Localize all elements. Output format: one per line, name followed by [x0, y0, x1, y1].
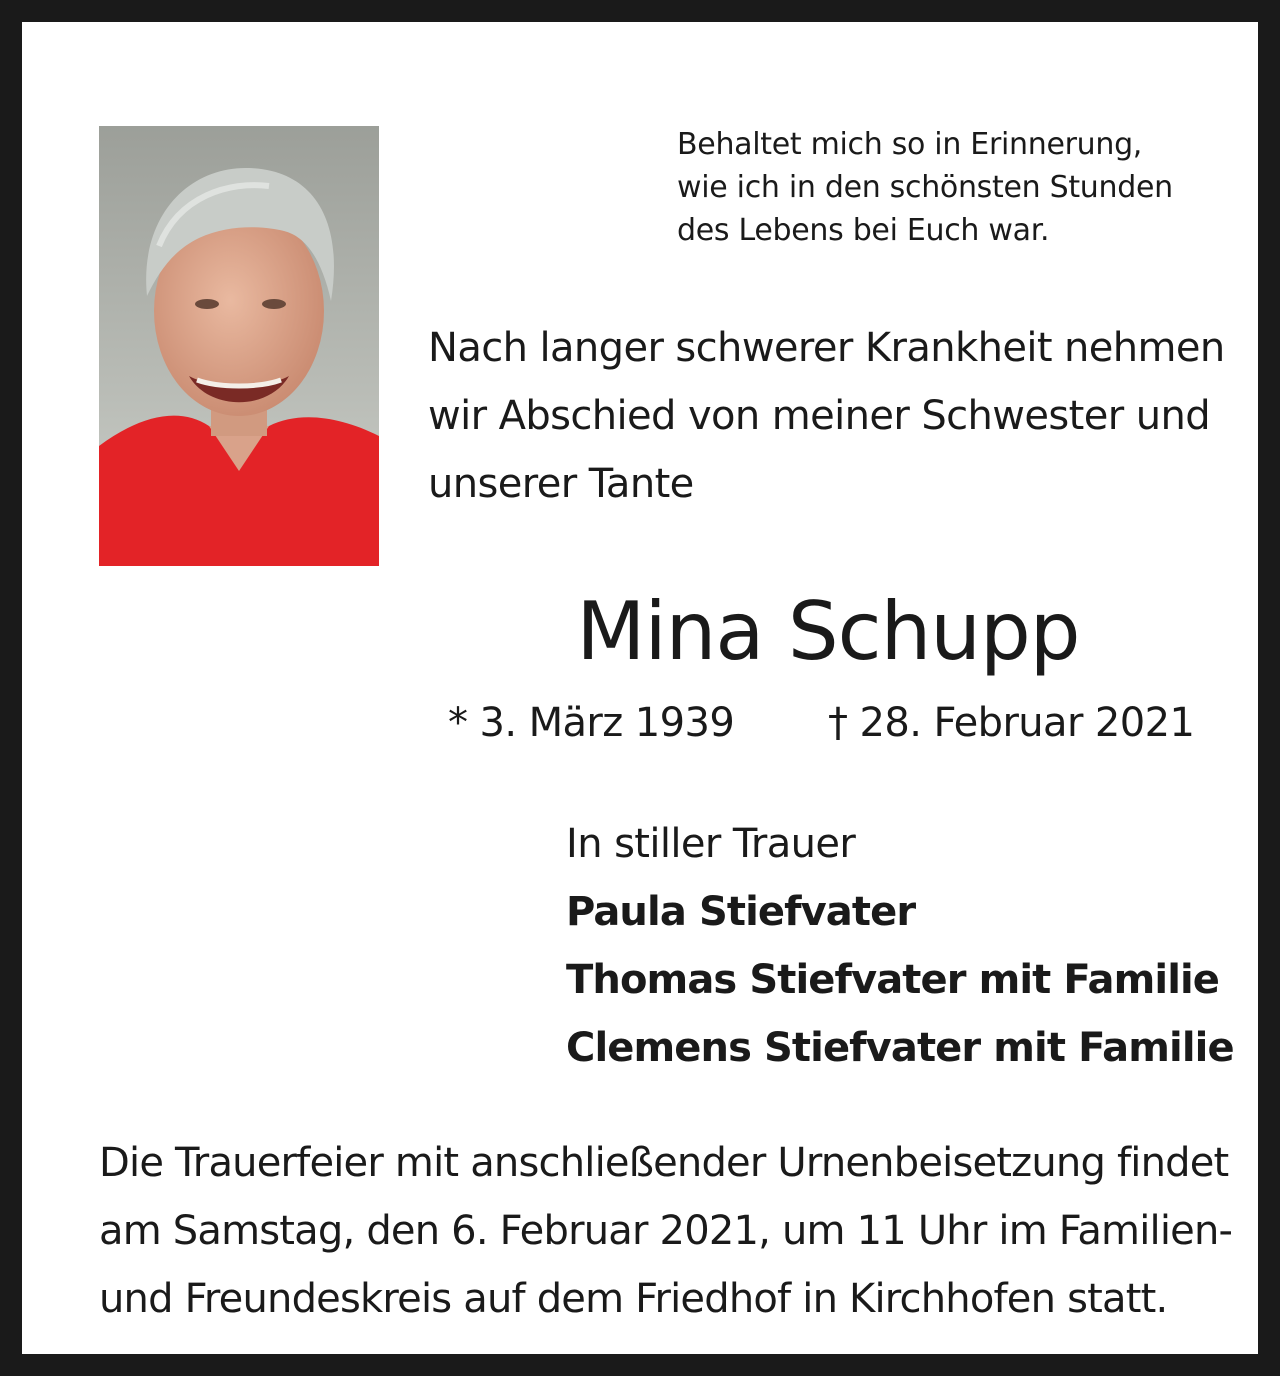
mourning-label: In stiller Trauer	[566, 821, 856, 867]
quote-line: Behaltet mich so in Erinnerung,	[677, 127, 1143, 162]
announcement-text	[428, 314, 1248, 518]
memorial-quote	[677, 123, 1277, 252]
mourners-block	[566, 810, 1266, 1082]
portrait-image	[99, 126, 379, 566]
announcement-line: wir Abschied von meiner Schwester und	[428, 393, 1211, 439]
life-dates	[448, 695, 1195, 751]
announcement-line: Nach langer schwerer Krankheit nehmen	[428, 325, 1225, 371]
funeral-line: am Samstag, den 6. Februar 2021, um 11 Uhr im Familien-	[99, 1208, 1233, 1254]
mourner-name: Paula Stiefvater	[566, 889, 916, 935]
death-date: † 28. Februar 2021	[828, 700, 1195, 746]
deceased-name: Mina Schupp	[576, 585, 1080, 678]
mourner-name: Clemens Stiefvater mit Familie	[566, 1025, 1234, 1071]
portrait-photo	[99, 126, 379, 566]
quote-line: des Lebens bei Euch war.	[677, 213, 1050, 248]
announcement-line: unserer Tante	[428, 461, 694, 507]
funeral-line: Die Trauerfeier mit anschließender Urnenbeisetzung findet	[99, 1140, 1229, 1186]
birth-date: * 3. März 1939	[448, 700, 735, 746]
mourner-name: Thomas Stiefvater mit Familie	[566, 957, 1220, 1003]
funeral-line: und Freundeskreis auf dem Friedhof in Kirchhofen statt.	[99, 1276, 1168, 1322]
funeral-details	[99, 1129, 1249, 1333]
quote-line: wie ich in den schönsten Stunden	[677, 170, 1173, 205]
